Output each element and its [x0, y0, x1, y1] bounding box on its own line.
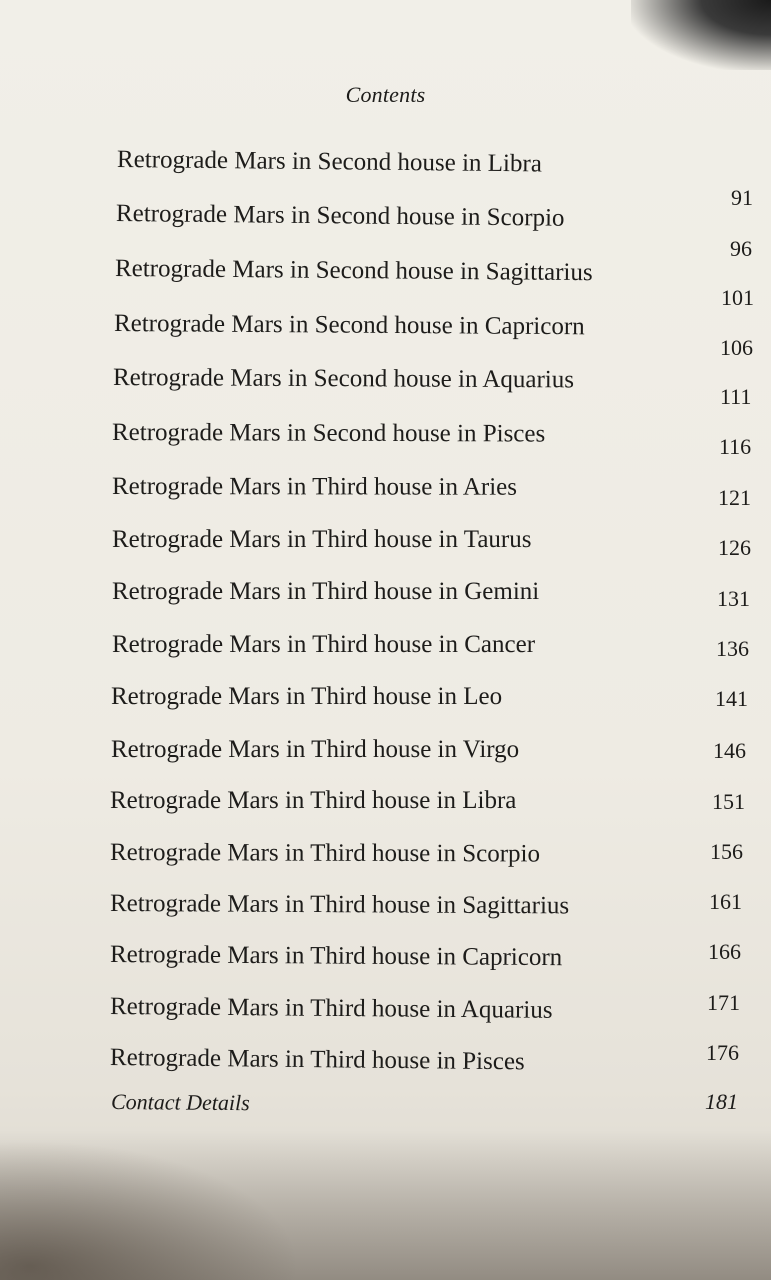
- toc-entry-title: Retrograde Mars in Second house in Capricorn: [113, 310, 585, 341]
- toc-entry-title: Retrograde Mars in Third house in Capricorn: [109, 941, 563, 972]
- toc-entry-page: 116: [719, 434, 752, 459]
- toc-entry-page: 91: [731, 185, 753, 210]
- toc-entry-page: 156: [710, 839, 743, 864]
- toc-entry-page: 106: [720, 335, 753, 360]
- toc-entry-title: Retrograde Mars in Second house in Scorpio: [115, 200, 565, 232]
- toc-entry-title: Contact Details: [110, 1089, 250, 1116]
- toc-entry-title: Retrograde Mars in Third house in Sagittarius: [109, 890, 570, 920]
- toc-entry-page: 166: [708, 939, 741, 964]
- toc-entry-title: Retrograde Mars in Third house in Aries: [111, 473, 518, 501]
- toc-entry-page: 101: [721, 285, 754, 310]
- toc-entry-title: Retrograde Mars in Third house in Leo: [111, 683, 503, 710]
- toc-entry-title: Retrograde Mars in Third house in Scorpio: [109, 839, 541, 868]
- toc-entry-page: 141: [715, 686, 748, 711]
- toc-entry-title: Retrograde Mars in Third house in Virgo: [111, 736, 520, 763]
- toc-entry-page: 161: [709, 889, 742, 914]
- toc-entry-page: 111: [720, 384, 752, 409]
- toc-entry-title: Retrograde Mars in Second house in Aquarius: [112, 364, 575, 394]
- toc-entry-page: 121: [718, 485, 751, 510]
- toc-entry-page: 136: [716, 636, 749, 661]
- toc-entry-page: 181: [705, 1089, 738, 1114]
- toc-entry-title: Retrograde Mars in Second house in Libra: [116, 146, 543, 178]
- toc-entry-title: Retrograde Mars in Second house in Sagittarius: [114, 255, 593, 287]
- toc-entry-title: Retrograde Mars in Third house in Cancer: [112, 631, 536, 658]
- toc-entry-page: 176: [706, 1040, 739, 1065]
- toc-entry-page: 131: [717, 586, 750, 611]
- toc-entry-title: Retrograde Mars in Third house in Aquarius: [109, 993, 553, 1024]
- toc-entry-title: Retrograde Mars in Third house in Gemini: [112, 578, 540, 605]
- toc-entry-page: 96: [730, 236, 752, 261]
- toc-entry-title: Retrograde Mars in Third house in Libra: [110, 787, 517, 814]
- toc-entry-page: 146: [713, 738, 746, 763]
- page-title: Contents: [345, 82, 426, 107]
- toc-entry-page: 151: [712, 789, 745, 814]
- toc-entry-page: 171: [707, 990, 740, 1015]
- toc-entry-title: Retrograde Mars in Third house in Taurus: [112, 526, 532, 553]
- toc-entry-page: 126: [718, 535, 751, 560]
- toc-entry-title: Retrograde Mars in Third house in Pisces: [109, 1044, 525, 1076]
- toc-entry-title: Retrograde Mars in Second house in Pisces: [111, 419, 546, 448]
